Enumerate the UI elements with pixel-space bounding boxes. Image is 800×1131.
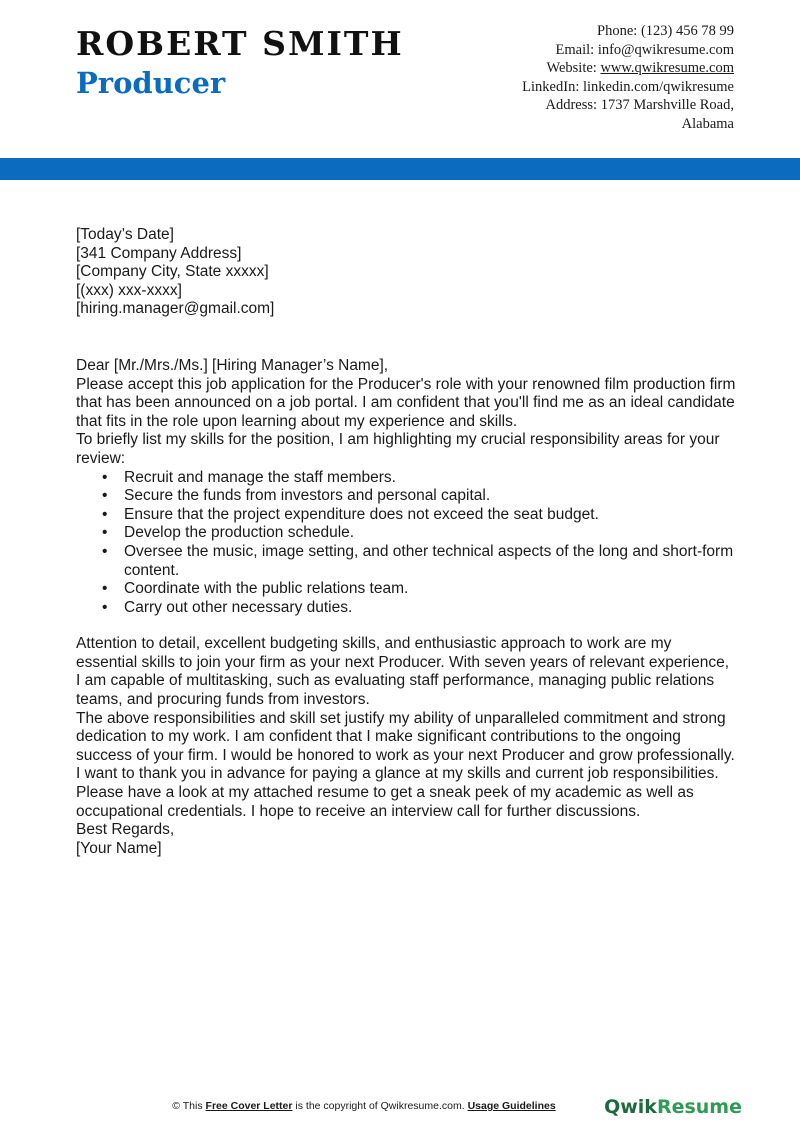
accent-bar	[0, 158, 800, 180]
qwikresume-logo[interactable]	[604, 1096, 742, 1118]
list-item: • Oversee the music, image setting, and other technical aspects of the long and short-form content.	[124, 543, 736, 580]
skills-paragraph: Attention to detail, excellent budgeting skills, and enthusiastic approach to work are my essential skills to join your firm as your next Producer. With seven years of relevant experience, I am capable of multitasking, such as evaluating staff performance, managing public relations teams, and procuring funds from investors.	[76, 635, 730, 709]
contact-phone	[404, 22, 734, 41]
usage-guidelines-link[interactable]: Usage Guidelines	[467, 1100, 556, 1112]
recipient-line: [hiring.manager@gmail.com]	[76, 300, 275, 318]
commitment-paragraph: The above responsibilities and skill set justify my ability of unparalleled commitment and strong dedication to my work. I am confident that I make significant contributions to the ongoing success of your firm. I would be honored to work as your next Producer and grow professionally.	[76, 709, 735, 764]
closing: Best Regards,	[76, 821, 175, 839]
contact-website	[404, 59, 734, 78]
linkedin-value: linkedin.com/qwikresume	[582, 78, 734, 95]
copyright-text: is the copyright of Qwikresume.com.	[295, 1100, 465, 1112]
contact-address	[404, 96, 734, 115]
signature: [Your Name]	[76, 839, 162, 857]
recipient-block	[76, 245, 736, 319]
list-item: • Coordinate with the public relations team.	[124, 580, 736, 599]
applicant-role: Producer	[76, 66, 226, 100]
duties-list	[76, 469, 736, 618]
letter-body	[76, 226, 736, 858]
letterhead	[0, 0, 800, 160]
intro-paragraph: Please accept this job application for the Producer's role with your renowned film production firm that has been announced on a job portal. I am confident that you'll find me as an ideal candidate that fits in the role upon learning about my experience and skills.	[76, 375, 736, 430]
contact-email	[404, 41, 734, 60]
copyright-prefix: © This	[172, 1100, 203, 1112]
applicant-name: ROBERT SMITH	[76, 24, 404, 63]
linkedin-label: LinkedIn:	[522, 78, 580, 95]
salutation: Dear [Mr./Mrs./Ms.] [Hiring Manager’s Name],	[76, 356, 389, 374]
letter-date: [Today’s Date]	[76, 226, 174, 243]
list-item: • Secure the funds from investors and personal capital.	[124, 487, 736, 506]
list-item: • Ensure that the project expenditure does not exceed the seat budget.	[124, 506, 736, 525]
list-item: • Recruit and manage the staff members.	[124, 469, 736, 488]
phone-label: Phone:	[597, 23, 638, 39]
free-cover-letter-link[interactable]: Free Cover Letter	[205, 1100, 293, 1112]
phone-value: (123) 456 78 99	[640, 23, 734, 39]
website-link[interactable]: www.qwikresume.com	[600, 60, 734, 76]
contact-block	[404, 22, 734, 133]
logo-qwik: Qwik	[604, 1096, 657, 1118]
list-intro-paragraph: To briefly list my skills for the position, I am highlighting my crucial responsibility areas for your review:	[76, 431, 720, 467]
recipient-line: [341 Company Address]	[76, 244, 242, 262]
recipient-line: [Company City, State xxxxx]	[76, 263, 269, 281]
logo-resume: Resume	[656, 1096, 742, 1118]
footer	[0, 1098, 800, 1118]
contact-linkedin	[404, 78, 734, 97]
address-line-1: 1737 Marshville Road,	[600, 97, 734, 113]
recipient-line: [(xxx) xxx-xxxx]	[76, 281, 182, 299]
contact-address-line-2: Alabama	[681, 115, 734, 132]
email-label: Email:	[555, 41, 595, 58]
thanks-paragraph: I want to thank you in advance for paying a glance at my skills and current job responsibilities. Please have a look at my attached resume to get a sneak peek of my academic as well as occupational credentials. I hope to receive an interview call for further discussions.	[76, 765, 719, 820]
email-value: info@qwikresume.com	[597, 41, 734, 58]
address-label: Address:	[545, 97, 598, 113]
website-label: Website:	[546, 60, 597, 76]
list-item: • Carry out other necessary duties.	[124, 599, 736, 618]
list-item: • Develop the production schedule.	[124, 524, 736, 543]
